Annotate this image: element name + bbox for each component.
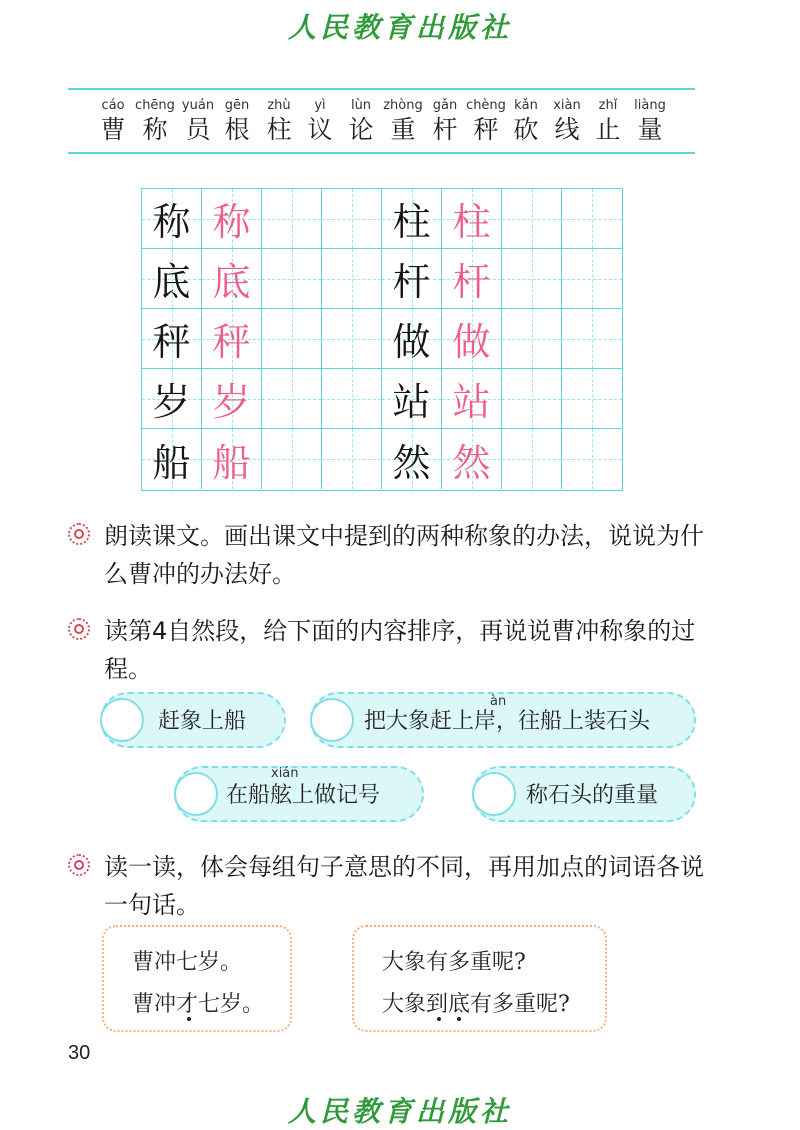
- grid-cell: [322, 429, 382, 489]
- grid-cell: [502, 309, 562, 369]
- grid-cell: 秤: [142, 309, 202, 369]
- grid-cell: [562, 189, 622, 249]
- publisher-logo-top: 人民教育出版社: [287, 11, 512, 44]
- grid-cell: [262, 429, 322, 489]
- question-bullet-icon: [68, 854, 90, 876]
- grid-cell: 然: [442, 429, 502, 489]
- order-blank[interactable]: [310, 698, 354, 742]
- vocab-item: zhòng 重: [383, 98, 423, 144]
- emphasis-dot: [437, 1017, 441, 1021]
- grid-cell: 然: [382, 429, 442, 489]
- grid-cell: 称: [142, 189, 202, 249]
- vocab-item: cáo 曹: [100, 98, 126, 144]
- order-blank[interactable]: [100, 698, 144, 742]
- vocab-list: [68, 97, 695, 149]
- grid-cell: [562, 429, 622, 489]
- grid-cell: [322, 309, 382, 369]
- sequence-item-c: 在船舷上做记号: [174, 766, 424, 822]
- sequence-item-d: 称石头的重量: [472, 766, 696, 822]
- vocab-item: zhǐ 止: [595, 98, 621, 144]
- vocab-item: lùn 论: [348, 98, 374, 144]
- vocab-item: zhù 柱: [266, 98, 292, 144]
- question-3: [68, 848, 708, 928]
- grid-cell: [502, 249, 562, 309]
- grid-cell: 站: [442, 369, 502, 429]
- vocab-item: gēn 根: [224, 98, 250, 144]
- vocab-item: yì 议: [307, 98, 333, 144]
- grid-cell: [562, 249, 622, 309]
- grid-cell: 杆: [442, 249, 502, 309]
- grid-cell: 岁: [142, 369, 202, 429]
- grid-cell: [322, 249, 382, 309]
- sequence-item-a: 赶象上船: [100, 692, 286, 748]
- emphasis-dot: [457, 1017, 461, 1021]
- page-number: 30: [68, 1042, 91, 1064]
- question-1-text: 朗读课文。画出课文中提到的两种称象的办法，说说为什么曹冲的办法好。: [104, 522, 704, 588]
- grid-cell: 做: [442, 309, 502, 369]
- grid-cell: [502, 369, 562, 429]
- grid-cell: [502, 189, 562, 249]
- grid-cell: [502, 429, 562, 489]
- grid-cell: 杆: [382, 249, 442, 309]
- order-blank[interactable]: [174, 772, 218, 816]
- grid-cell: 柱: [442, 189, 502, 249]
- grid-cell: 底: [202, 249, 262, 309]
- sequence-item-b: 把大象赶上岸，往船上装石头: [310, 692, 696, 748]
- question-2-text: 读第4自然段，给下面的内容排序，再说说曹冲称象的过程。: [104, 617, 696, 683]
- sentence-box-2: 大象有多重呢? 大象到底有多重呢?: [352, 925, 607, 1032]
- grid-cell: 底: [142, 249, 202, 309]
- emphasis-dot: [187, 1017, 191, 1021]
- grid-cell: [562, 369, 622, 429]
- grid-cell: [262, 309, 322, 369]
- grid-cell: 船: [202, 429, 262, 489]
- question-2: [68, 612, 708, 692]
- grid-cell: [562, 309, 622, 369]
- writing-grid: [141, 188, 623, 491]
- grid-cell: 岁: [202, 369, 262, 429]
- grid-cell: 做: [382, 309, 442, 369]
- vocab-item: kǎn 砍: [513, 98, 539, 144]
- pinyin-annotation: àn: [490, 694, 507, 709]
- vocab-rule-top: [68, 88, 695, 90]
- question-bullet-icon: [68, 618, 90, 640]
- sentence-box-1: 曹冲七岁。 曹冲才七岁。: [102, 925, 292, 1032]
- grid-cell: 称: [202, 189, 262, 249]
- grid-cell: [262, 189, 322, 249]
- vocab-item: xiàn 线: [553, 98, 581, 144]
- question-bullet-icon: [68, 523, 90, 545]
- grid-cell: 秤: [202, 309, 262, 369]
- grid-cell: 柱: [382, 189, 442, 249]
- vocab-item: chèng 秤: [466, 98, 506, 144]
- grid-cell: [262, 369, 322, 429]
- order-blank[interactable]: [472, 772, 516, 816]
- vocab-item: yuán 员: [181, 98, 215, 144]
- grid-cell: [322, 189, 382, 249]
- question-1: [68, 517, 708, 597]
- grid-cell: 站: [382, 369, 442, 429]
- vocab-item: chēng 称: [135, 98, 175, 144]
- grid-cell: [322, 369, 382, 429]
- vocab-rule-bottom: [68, 152, 695, 154]
- question-3-text: 读一读，体会每组句子意思的不同，再用加点的词语各说一句话。: [104, 853, 704, 919]
- grid-cell: [262, 249, 322, 309]
- vocab-item: liàng 量: [634, 98, 666, 144]
- pinyin-annotation: xián: [271, 766, 299, 781]
- publisher-logo-bottom: 人民教育出版社: [287, 1095, 512, 1128]
- grid-cell: 船: [142, 429, 202, 489]
- vocab-item: gǎn 杆: [432, 98, 458, 144]
